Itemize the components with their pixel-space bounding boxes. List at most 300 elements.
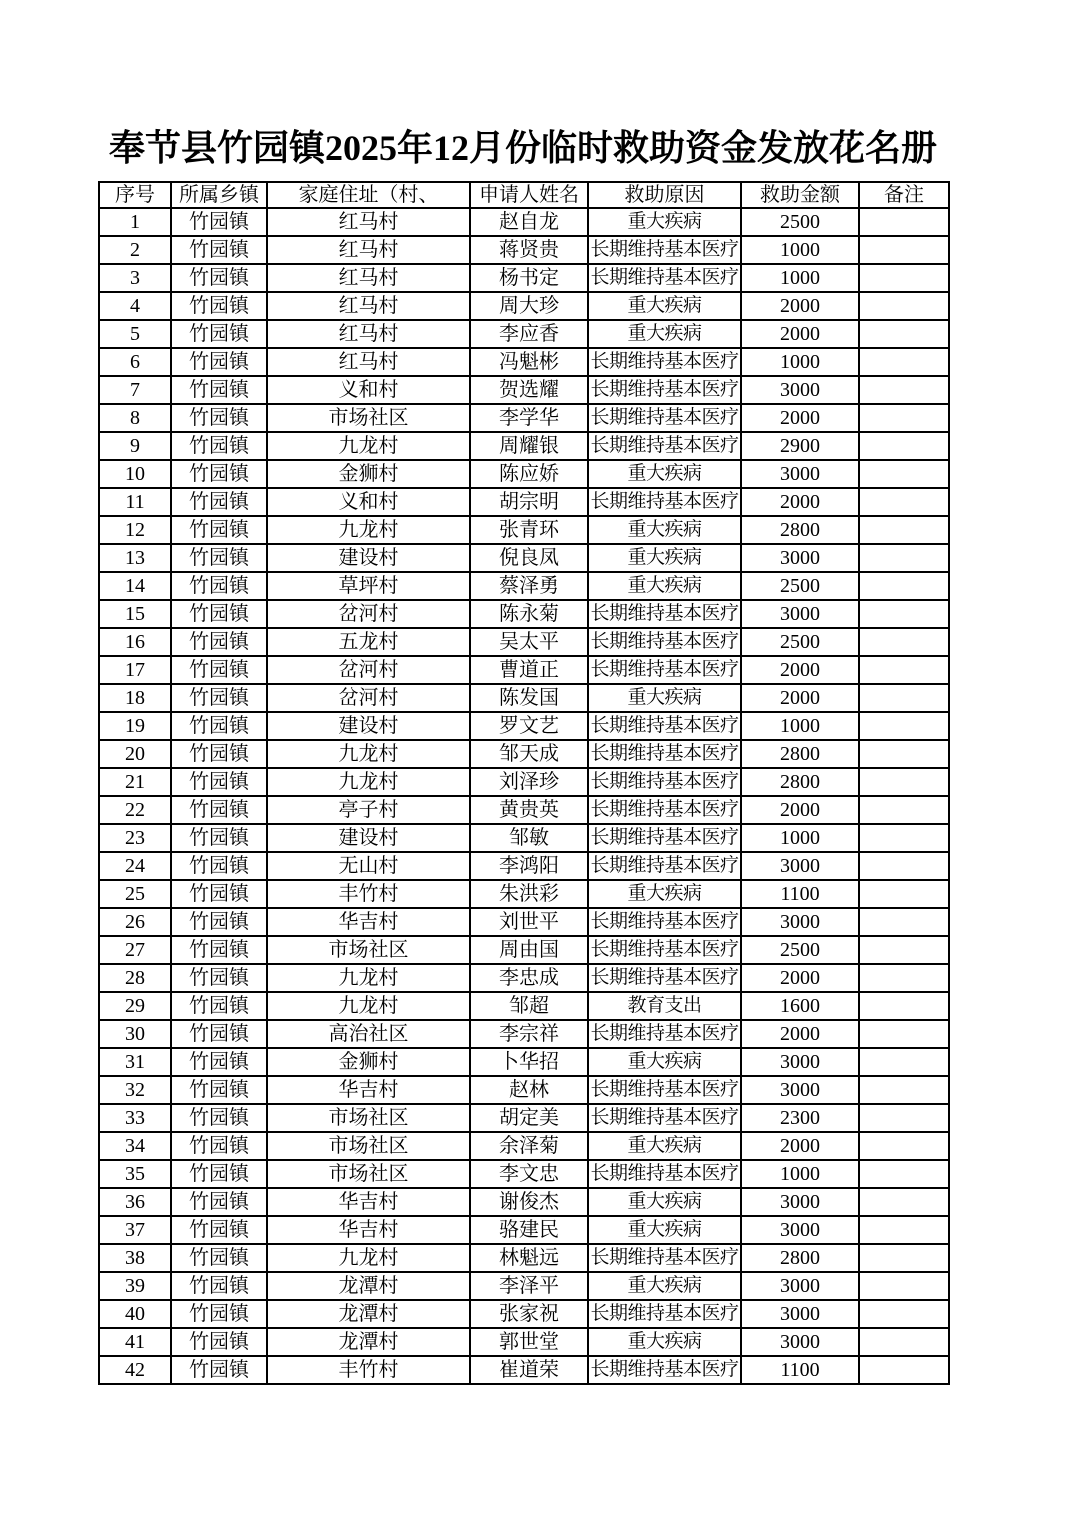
cell-address: 草坪村 xyxy=(267,572,470,600)
cell-township: 竹园镇 xyxy=(171,1356,267,1384)
cell-township: 竹园镇 xyxy=(171,264,267,292)
table-row xyxy=(99,1356,949,1384)
cell-amount: 2500 xyxy=(741,572,859,600)
cell-name: 李宗祥 xyxy=(470,1020,588,1048)
cell-seq: 30 xyxy=(99,1020,171,1048)
cell-seq: 38 xyxy=(99,1244,171,1272)
cell-remark xyxy=(859,1300,949,1328)
table-row xyxy=(99,236,949,264)
header-amount: 救助金额 xyxy=(741,182,859,208)
cell-township: 竹园镇 xyxy=(171,824,267,852)
cell-address: 高治社区 xyxy=(267,1020,470,1048)
cell-amount: 2800 xyxy=(741,768,859,796)
cell-amount: 2800 xyxy=(741,1244,859,1272)
cell-township: 竹园镇 xyxy=(171,1048,267,1076)
cell-amount: 1000 xyxy=(741,348,859,376)
cell-remark xyxy=(859,908,949,936)
cell-name: 骆建民 xyxy=(470,1216,588,1244)
table-row xyxy=(99,768,949,796)
table-row xyxy=(99,320,949,348)
table-body xyxy=(99,208,949,1384)
table-row xyxy=(99,1020,949,1048)
table-row xyxy=(99,376,949,404)
cell-address: 岔河村 xyxy=(267,600,470,628)
cell-township: 竹园镇 xyxy=(171,852,267,880)
cell-reason: 长期维持基本医疗 xyxy=(588,908,741,936)
cell-reason: 长期维持基本医疗 xyxy=(588,1104,741,1132)
cell-name: 邹超 xyxy=(470,992,588,1020)
cell-address: 龙潭村 xyxy=(267,1272,470,1300)
cell-seq: 16 xyxy=(99,628,171,656)
cell-name: 朱洪彩 xyxy=(470,880,588,908)
table-row xyxy=(99,432,949,460)
cell-remark xyxy=(859,516,949,544)
cell-amount: 2000 xyxy=(741,488,859,516)
cell-address: 建设村 xyxy=(267,824,470,852)
cell-reason: 重大疾病 xyxy=(588,516,741,544)
cell-township: 竹园镇 xyxy=(171,208,267,236)
cell-township: 竹园镇 xyxy=(171,796,267,824)
cell-remark xyxy=(859,1244,949,1272)
cell-address: 九龙村 xyxy=(267,740,470,768)
cell-name: 李学华 xyxy=(470,404,588,432)
cell-reason: 重大疾病 xyxy=(588,1048,741,1076)
cell-name: 刘世平 xyxy=(470,908,588,936)
cell-amount: 3000 xyxy=(741,852,859,880)
cell-seq: 37 xyxy=(99,1216,171,1244)
table-row xyxy=(99,1244,949,1272)
cell-amount: 1000 xyxy=(741,264,859,292)
table-row xyxy=(99,824,949,852)
cell-address: 九龙村 xyxy=(267,964,470,992)
cell-amount: 2000 xyxy=(741,964,859,992)
cell-seq: 19 xyxy=(99,712,171,740)
cell-amount: 1100 xyxy=(741,880,859,908)
cell-address: 九龙村 xyxy=(267,432,470,460)
cell-reason: 长期维持基本医疗 xyxy=(588,488,741,516)
cell-seq: 23 xyxy=(99,824,171,852)
cell-remark xyxy=(859,628,949,656)
cell-remark xyxy=(859,208,949,236)
cell-seq: 32 xyxy=(99,1076,171,1104)
cell-name: 曹道正 xyxy=(470,656,588,684)
cell-name: 胡定美 xyxy=(470,1104,588,1132)
cell-address: 义和村 xyxy=(267,488,470,516)
cell-seq: 4 xyxy=(99,292,171,320)
cell-remark xyxy=(859,600,949,628)
cell-township: 竹园镇 xyxy=(171,516,267,544)
cell-address: 红马村 xyxy=(267,264,470,292)
cell-name: 邹天成 xyxy=(470,740,588,768)
table-row xyxy=(99,796,949,824)
cell-amount: 3000 xyxy=(741,1300,859,1328)
table-row xyxy=(99,740,949,768)
table-row xyxy=(99,1048,949,1076)
header-reason: 救助原因 xyxy=(588,182,741,208)
cell-remark xyxy=(859,1328,949,1356)
cell-amount: 2000 xyxy=(741,684,859,712)
cell-reason: 长期维持基本医疗 xyxy=(588,964,741,992)
header-address: 家庭住址（村、 xyxy=(267,182,470,208)
cell-remark xyxy=(859,376,949,404)
cell-address: 岔河村 xyxy=(267,684,470,712)
cell-name: 赵林 xyxy=(470,1076,588,1104)
cell-address: 市场社区 xyxy=(267,1104,470,1132)
cell-township: 竹园镇 xyxy=(171,460,267,488)
cell-remark xyxy=(859,1216,949,1244)
cell-address: 红马村 xyxy=(267,236,470,264)
cell-township: 竹园镇 xyxy=(171,684,267,712)
cell-name: 胡宗明 xyxy=(470,488,588,516)
cell-amount: 2000 xyxy=(741,320,859,348)
cell-seq: 28 xyxy=(99,964,171,992)
cell-seq: 5 xyxy=(99,320,171,348)
cell-amount: 3000 xyxy=(741,1048,859,1076)
cell-reason: 重大疾病 xyxy=(588,1328,741,1356)
cell-address: 红马村 xyxy=(267,292,470,320)
table-row xyxy=(99,264,949,292)
cell-reason: 重大疾病 xyxy=(588,320,741,348)
cell-remark xyxy=(859,656,949,684)
cell-remark xyxy=(859,292,949,320)
cell-reason: 重大疾病 xyxy=(588,880,741,908)
cell-address: 红马村 xyxy=(267,348,470,376)
cell-seq: 25 xyxy=(99,880,171,908)
cell-address: 岔河村 xyxy=(267,656,470,684)
cell-amount: 2500 xyxy=(741,628,859,656)
cell-reason: 重大疾病 xyxy=(588,1188,741,1216)
cell-township: 竹园镇 xyxy=(171,572,267,600)
cell-reason: 重大疾病 xyxy=(588,460,741,488)
cell-reason: 长期维持基本医疗 xyxy=(588,768,741,796)
cell-name: 周由国 xyxy=(470,936,588,964)
cell-township: 竹园镇 xyxy=(171,992,267,1020)
cell-reason: 长期维持基本医疗 xyxy=(588,656,741,684)
cell-seq: 7 xyxy=(99,376,171,404)
table-row xyxy=(99,880,949,908)
cell-address: 华吉村 xyxy=(267,1188,470,1216)
cell-reason: 长期维持基本医疗 xyxy=(588,376,741,404)
cell-reason: 长期维持基本医疗 xyxy=(588,1020,741,1048)
cell-seq: 17 xyxy=(99,656,171,684)
table-row xyxy=(99,1216,949,1244)
cell-name: 李泽平 xyxy=(470,1272,588,1300)
cell-reason: 重大疾病 xyxy=(588,1132,741,1160)
table-row xyxy=(99,292,949,320)
cell-remark xyxy=(859,936,949,964)
cell-name: 周大珍 xyxy=(470,292,588,320)
cell-name: 谢俊杰 xyxy=(470,1188,588,1216)
cell-seq: 27 xyxy=(99,936,171,964)
cell-remark xyxy=(859,1020,949,1048)
cell-reason: 长期维持基本医疗 xyxy=(588,432,741,460)
cell-name: 赵自龙 xyxy=(470,208,588,236)
cell-reason: 长期维持基本医疗 xyxy=(588,796,741,824)
cell-reason: 长期维持基本医疗 xyxy=(588,824,741,852)
cell-address: 义和村 xyxy=(267,376,470,404)
cell-name: 陈发国 xyxy=(470,684,588,712)
cell-amount: 2000 xyxy=(741,796,859,824)
cell-seq: 31 xyxy=(99,1048,171,1076)
cell-amount: 1000 xyxy=(741,712,859,740)
cell-remark xyxy=(859,236,949,264)
cell-reason: 长期维持基本医疗 xyxy=(588,1244,741,1272)
table-row xyxy=(99,488,949,516)
cell-seq: 2 xyxy=(99,236,171,264)
table-row xyxy=(99,460,949,488)
table-row xyxy=(99,1188,949,1216)
cell-remark xyxy=(859,348,949,376)
cell-amount: 2000 xyxy=(741,1020,859,1048)
cell-seq: 39 xyxy=(99,1272,171,1300)
header-seq: 序号 xyxy=(99,182,171,208)
cell-remark xyxy=(859,964,949,992)
cell-township: 竹园镇 xyxy=(171,656,267,684)
cell-name: 周耀银 xyxy=(470,432,588,460)
cell-reason: 教育支出 xyxy=(588,992,741,1020)
cell-remark xyxy=(859,488,949,516)
header-name: 申请人姓名 xyxy=(470,182,588,208)
cell-seq: 34 xyxy=(99,1132,171,1160)
cell-reason: 长期维持基本医疗 xyxy=(588,264,741,292)
cell-seq: 1 xyxy=(99,208,171,236)
cell-amount: 2500 xyxy=(741,936,859,964)
cell-remark xyxy=(859,796,949,824)
cell-name: 张青环 xyxy=(470,516,588,544)
cell-township: 竹园镇 xyxy=(171,600,267,628)
cell-remark xyxy=(859,264,949,292)
cell-township: 竹园镇 xyxy=(171,320,267,348)
cell-township: 竹园镇 xyxy=(171,348,267,376)
cell-remark xyxy=(859,432,949,460)
cell-remark xyxy=(859,320,949,348)
cell-amount: 2300 xyxy=(741,1104,859,1132)
cell-address: 亭子村 xyxy=(267,796,470,824)
cell-name: 李应香 xyxy=(470,320,588,348)
cell-township: 竹园镇 xyxy=(171,936,267,964)
table-row xyxy=(99,572,949,600)
roster-table xyxy=(98,181,950,1385)
cell-name: 刘泽珍 xyxy=(470,768,588,796)
table-row xyxy=(99,712,949,740)
cell-reason: 重大疾病 xyxy=(588,572,741,600)
cell-amount: 3000 xyxy=(741,1216,859,1244)
cell-township: 竹园镇 xyxy=(171,544,267,572)
table-row xyxy=(99,1272,949,1300)
table-row xyxy=(99,1132,949,1160)
cell-remark xyxy=(859,992,949,1020)
cell-amount: 3000 xyxy=(741,376,859,404)
cell-name: 邹敏 xyxy=(470,824,588,852)
cell-amount: 3000 xyxy=(741,1188,859,1216)
cell-remark xyxy=(859,740,949,768)
cell-amount: 1600 xyxy=(741,992,859,1020)
cell-address: 丰竹村 xyxy=(267,1356,470,1384)
table-row xyxy=(99,936,949,964)
cell-name: 杨书定 xyxy=(470,264,588,292)
cell-name: 张家祝 xyxy=(470,1300,588,1328)
cell-reason: 长期维持基本医疗 xyxy=(588,852,741,880)
cell-township: 竹园镇 xyxy=(171,432,267,460)
cell-name: 郭世堂 xyxy=(470,1328,588,1356)
cell-township: 竹园镇 xyxy=(171,1244,267,1272)
cell-seq: 42 xyxy=(99,1356,171,1384)
cell-amount: 3000 xyxy=(741,908,859,936)
cell-seq: 26 xyxy=(99,908,171,936)
cell-reason: 重大疾病 xyxy=(588,684,741,712)
cell-address: 市场社区 xyxy=(267,1160,470,1188)
cell-seq: 21 xyxy=(99,768,171,796)
cell-name: 崔道荣 xyxy=(470,1356,588,1384)
cell-amount: 2000 xyxy=(741,292,859,320)
cell-address: 红马村 xyxy=(267,208,470,236)
cell-name: 林魁远 xyxy=(470,1244,588,1272)
cell-township: 竹园镇 xyxy=(171,740,267,768)
cell-seq: 11 xyxy=(99,488,171,516)
cell-remark xyxy=(859,880,949,908)
cell-name: 李忠成 xyxy=(470,964,588,992)
table-row xyxy=(99,1076,949,1104)
cell-address: 市场社区 xyxy=(267,936,470,964)
cell-seq: 41 xyxy=(99,1328,171,1356)
table-row xyxy=(99,544,949,572)
cell-township: 竹园镇 xyxy=(171,1020,267,1048)
cell-name: 陈应娇 xyxy=(470,460,588,488)
cell-address: 九龙村 xyxy=(267,992,470,1020)
cell-reason: 重大疾病 xyxy=(588,208,741,236)
cell-address: 丰竹村 xyxy=(267,880,470,908)
cell-seq: 15 xyxy=(99,600,171,628)
cell-seq: 24 xyxy=(99,852,171,880)
cell-address: 九龙村 xyxy=(267,768,470,796)
cell-township: 竹园镇 xyxy=(171,1076,267,1104)
cell-remark xyxy=(859,404,949,432)
table-row xyxy=(99,684,949,712)
cell-reason: 长期维持基本医疗 xyxy=(588,236,741,264)
cell-name: 蔡泽勇 xyxy=(470,572,588,600)
cell-remark xyxy=(859,1048,949,1076)
cell-reason: 长期维持基本医疗 xyxy=(588,1076,741,1104)
cell-reason: 长期维持基本医疗 xyxy=(588,740,741,768)
cell-township: 竹园镇 xyxy=(171,1104,267,1132)
header-township: 所属乡镇 xyxy=(171,182,267,208)
cell-reason: 长期维持基本医疗 xyxy=(588,628,741,656)
cell-reason: 长期维持基本医疗 xyxy=(588,348,741,376)
page-title: 奉节县竹园镇2025年12月份临时救助资金发放花名册 xyxy=(108,128,937,168)
table-row xyxy=(99,1104,949,1132)
cell-seq: 22 xyxy=(99,796,171,824)
cell-address: 九龙村 xyxy=(267,1244,470,1272)
header-remark: 备注 xyxy=(859,182,949,208)
cell-name: 余泽菊 xyxy=(470,1132,588,1160)
cell-name: 卜华招 xyxy=(470,1048,588,1076)
cell-seq: 6 xyxy=(99,348,171,376)
cell-amount: 2000 xyxy=(741,1132,859,1160)
cell-name: 贺选耀 xyxy=(470,376,588,404)
cell-reason: 长期维持基本医疗 xyxy=(588,712,741,740)
cell-remark xyxy=(859,684,949,712)
cell-name: 李鸿阳 xyxy=(470,852,588,880)
cell-amount: 2800 xyxy=(741,740,859,768)
cell-amount: 1000 xyxy=(741,1160,859,1188)
cell-amount: 3000 xyxy=(741,600,859,628)
cell-name: 蒋贤贵 xyxy=(470,236,588,264)
cell-remark xyxy=(859,1132,949,1160)
cell-reason: 重大疾病 xyxy=(588,544,741,572)
cell-reason: 长期维持基本医疗 xyxy=(588,404,741,432)
cell-seq: 8 xyxy=(99,404,171,432)
cell-address: 华吉村 xyxy=(267,1076,470,1104)
cell-amount: 2000 xyxy=(741,656,859,684)
cell-name: 倪良凤 xyxy=(470,544,588,572)
cell-remark xyxy=(859,572,949,600)
cell-address: 市场社区 xyxy=(267,1132,470,1160)
cell-remark xyxy=(859,824,949,852)
table-row xyxy=(99,348,949,376)
cell-township: 竹园镇 xyxy=(171,1328,267,1356)
cell-amount: 2900 xyxy=(741,432,859,460)
cell-seq: 40 xyxy=(99,1300,171,1328)
cell-reason: 长期维持基本医疗 xyxy=(588,1300,741,1328)
cell-remark xyxy=(859,1160,949,1188)
cell-reason: 长期维持基本医疗 xyxy=(588,1356,741,1384)
cell-address: 金狮村 xyxy=(267,460,470,488)
cell-name: 陈永菊 xyxy=(470,600,588,628)
cell-seq: 14 xyxy=(99,572,171,600)
cell-address: 九龙村 xyxy=(267,516,470,544)
cell-remark xyxy=(859,1104,949,1132)
cell-remark xyxy=(859,460,949,488)
cell-township: 竹园镇 xyxy=(171,712,267,740)
cell-address: 华吉村 xyxy=(267,1216,470,1244)
cell-township: 竹园镇 xyxy=(171,908,267,936)
cell-remark xyxy=(859,1076,949,1104)
table-row xyxy=(99,516,949,544)
table-row xyxy=(99,628,949,656)
table-row xyxy=(99,964,949,992)
cell-name: 罗文艺 xyxy=(470,712,588,740)
cell-township: 竹园镇 xyxy=(171,964,267,992)
cell-remark xyxy=(859,768,949,796)
table-row xyxy=(99,908,949,936)
cell-address: 建设村 xyxy=(267,712,470,740)
cell-seq: 36 xyxy=(99,1188,171,1216)
cell-amount: 1100 xyxy=(741,1356,859,1384)
cell-reason: 重大疾病 xyxy=(588,1272,741,1300)
cell-reason: 长期维持基本医疗 xyxy=(588,600,741,628)
cell-seq: 3 xyxy=(99,264,171,292)
cell-seq: 12 xyxy=(99,516,171,544)
cell-address: 华吉村 xyxy=(267,908,470,936)
cell-township: 竹园镇 xyxy=(171,1132,267,1160)
cell-amount: 3000 xyxy=(741,544,859,572)
cell-township: 竹园镇 xyxy=(171,1188,267,1216)
cell-seq: 9 xyxy=(99,432,171,460)
cell-name: 吴太平 xyxy=(470,628,588,656)
cell-address: 龙潭村 xyxy=(267,1328,470,1356)
cell-name: 李文忠 xyxy=(470,1160,588,1188)
cell-remark xyxy=(859,1272,949,1300)
cell-amount: 3000 xyxy=(741,1076,859,1104)
cell-township: 竹园镇 xyxy=(171,1216,267,1244)
cell-township: 竹园镇 xyxy=(171,1160,267,1188)
cell-township: 竹园镇 xyxy=(171,880,267,908)
cell-township: 竹园镇 xyxy=(171,1272,267,1300)
cell-amount: 2000 xyxy=(741,404,859,432)
cell-remark xyxy=(859,544,949,572)
cell-reason: 长期维持基本医疗 xyxy=(588,936,741,964)
cell-reason: 重大疾病 xyxy=(588,1216,741,1244)
